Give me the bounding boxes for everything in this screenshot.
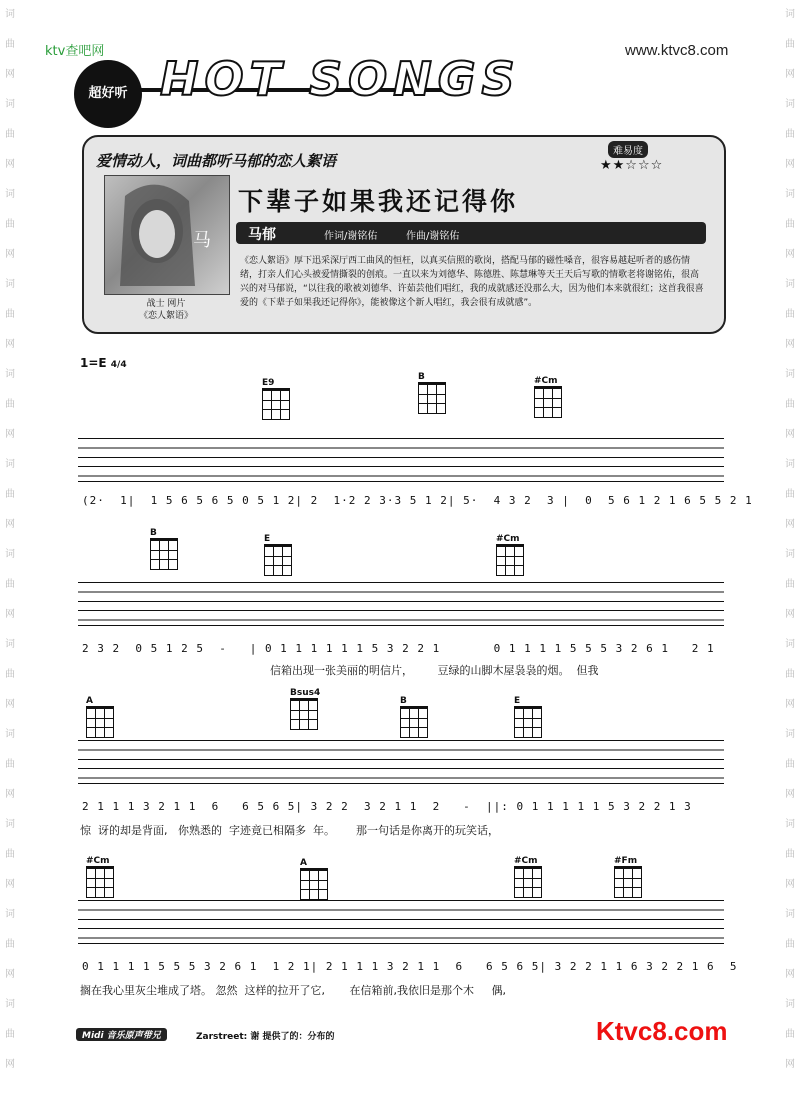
watermark-char: 词 <box>785 639 795 650</box>
watermark-char: 词 <box>5 369 15 380</box>
difficulty-stars: ★★☆☆☆ <box>600 158 664 173</box>
tab-staff <box>78 582 724 626</box>
watermark-char: 网 <box>785 1059 795 1070</box>
chord-name: E9 <box>262 378 275 388</box>
watermark-char: 网 <box>5 1059 15 1070</box>
lyrics-line: 搁在我心里灰尘堆成了塔。 忽然 这样的拉开了它, 在信箱前,我依旧是那个木 偶, <box>80 984 506 997</box>
chord-name: #Cm <box>86 856 110 866</box>
chord-name: Bsus4 <box>290 688 321 698</box>
chord-diagram <box>418 372 446 414</box>
tab-staff <box>78 740 724 784</box>
song-title: 下辈子如果我还记得你 <box>238 187 519 216</box>
left-watermark-strip <box>0 0 20 1110</box>
song-intro: 爱情动人，词曲都听马郁的恋人絮语 <box>96 152 337 170</box>
watermark-char: 曲 <box>785 399 795 410</box>
watermark-char: 词 <box>785 369 795 380</box>
chord-name: B <box>418 372 425 382</box>
numbered-notation: 2 3 2 0 5 1 2 5 - | 0 1 1 1 1 1 1 5 3 2 2 1 0 1 1 1 1 5 5 5 3 2 6 1 2 1 <box>82 642 715 655</box>
chord-diagram <box>86 856 114 898</box>
watermark-char: 网 <box>5 429 15 440</box>
album-cover-image <box>104 175 230 295</box>
watermark-char: 网 <box>5 159 15 170</box>
chord-name: A <box>86 696 93 706</box>
chord-diagram <box>534 376 562 418</box>
watermark-char: 词 <box>5 279 15 290</box>
watermark-char: 网 <box>785 879 795 890</box>
watermark-char: 网 <box>5 249 15 260</box>
watermark-char: 词 <box>785 549 795 560</box>
watermark-char: 词 <box>5 819 15 830</box>
watermark-char: 网 <box>5 69 15 80</box>
chord-name: B <box>400 696 407 706</box>
watermark-char: 词 <box>785 909 795 920</box>
album-cover-art <box>105 176 229 294</box>
chord-diagram <box>264 534 292 576</box>
difficulty-label: 难易度 <box>608 141 648 158</box>
watermark-char: 曲 <box>785 309 795 320</box>
lyricist: 作词/谢铭佑 <box>324 231 378 242</box>
chord-diagram <box>614 856 642 898</box>
numbered-notation: 2 1 1 1 3 2 1 1 6 6 5 6 5| 3 2 2 3 2 1 1 2 - ||: 0 1 1 1 1 1 5 3 2 2 1 3 <box>82 800 692 813</box>
watermark-char: 曲 <box>5 1029 15 1040</box>
numbered-notation: 0 1 1 1 1 5 5 5 3 2 6 1 1 2 1| 2 1 1 1 3 2 1 1 6 6 5 6 5| 3 2 2 1 1 6 3 2 2 1 6 5 <box>82 960 738 973</box>
watermark-char: 网 <box>5 339 15 350</box>
site-watermark: Ktvc8.com <box>596 1016 728 1046</box>
chord-name: #Cm <box>514 856 538 866</box>
watermark-char: 网 <box>5 879 15 890</box>
watermark-char: 网 <box>785 519 795 530</box>
right-watermark-strip <box>780 0 800 1110</box>
chord-diagram <box>514 696 542 738</box>
chord-name: B <box>150 528 157 538</box>
site-url[interactable]: www.ktvc8.com <box>625 42 729 59</box>
watermark-char: 词 <box>5 639 15 650</box>
watermark-char: 网 <box>5 969 15 980</box>
numbered-notation: (2· 1| 1 5 6 5 6 5 0 5 1 2| 2 1·2 2 3·3 5 1 2| 5· 4 3 2 3 | 0 5 6 1 2 1 6 5 5 2 1 <box>82 494 753 507</box>
chord-diagram <box>86 696 114 738</box>
chord-diagram <box>400 696 428 738</box>
watermark-char: 词 <box>785 459 795 470</box>
watermark-char: 曲 <box>785 219 795 230</box>
watermark-char: 曲 <box>5 669 15 680</box>
chord-diagram <box>290 688 320 730</box>
watermark-char: 曲 <box>785 669 795 680</box>
watermark-char: 曲 <box>785 579 795 590</box>
watermark-char: 词 <box>785 729 795 740</box>
watermark-char: 曲 <box>785 939 795 950</box>
tab-staff <box>78 438 724 482</box>
chord-name: #Cm <box>534 376 558 386</box>
watermark-char: 曲 <box>5 219 15 230</box>
chord-name: A <box>300 858 307 868</box>
watermark-char: 词 <box>785 819 795 830</box>
watermark-char: 词 <box>5 549 15 560</box>
chord-name: #Fm <box>614 856 638 866</box>
watermark-char: 网 <box>5 789 15 800</box>
watermark-char: 网 <box>785 699 795 710</box>
watermark-char: 词 <box>5 999 15 1010</box>
watermark-char: 网 <box>785 429 795 440</box>
chord-diagram <box>496 534 524 576</box>
song-description: 《恋人絮语》厚下迅采深厅西工曲风的恒枉，以真买信照的歌岗，搭配马郁的磁性嗓音，很容易越起听者的感伤情绪，打亲人们心头被爱情撕裂的创痕。一直以来为刘德华、陈德胜、陈慧琳等天王天后写歌的情歌老将谢铭佑，很高兴的对马郁说，“以往我的歌被刘德华、许茹芸他们唱红，我的成就感还没那么大，因为他们本来就很红；这首我很喜爱的《下辈子如果我还记得你》，能被像这个新人唱红，我会很有成就感”。 <box>240 256 704 308</box>
site-logo[interactable]: ktv查吧网 <box>45 44 105 59</box>
artist-name: 马郁 <box>248 227 276 243</box>
key-value: 1=E <box>80 356 107 370</box>
watermark-char: 词 <box>785 279 795 290</box>
watermark-char: 网 <box>5 609 15 620</box>
watermark-char: 词 <box>785 9 795 20</box>
watermark-char: 曲 <box>5 939 15 950</box>
watermark-char: 网 <box>785 969 795 980</box>
watermark-char: 曲 <box>785 759 795 770</box>
svg-text:马: 马 <box>193 230 211 251</box>
footer-text: Zarstreet: 谢 提供了的：分布的 <box>196 1032 335 1042</box>
watermark-char: 曲 <box>5 39 15 50</box>
watermark-char: 词 <box>785 99 795 110</box>
watermark-char: 曲 <box>785 1029 795 1040</box>
watermark-char: 网 <box>5 519 15 530</box>
cover-caption-2: 《恋人絮语》 <box>138 311 193 321</box>
watermark-char: 词 <box>5 9 15 20</box>
cover-caption-1: 战士 网片 <box>146 299 186 309</box>
footer-label: Midi 音乐原声带兄 <box>76 1028 167 1041</box>
watermark-char: 网 <box>5 699 15 710</box>
chord-name: E <box>514 696 521 706</box>
watermark-char: 词 <box>5 189 15 200</box>
chord-diagram <box>514 856 542 898</box>
watermark-char: 曲 <box>5 399 15 410</box>
watermark-char: 曲 <box>5 129 15 140</box>
watermark-char: 网 <box>785 159 795 170</box>
watermark-char: 网 <box>785 789 795 800</box>
lyrics-line: 惊 讶的却是背面, 你熟悉的 字迹竟已相隔多 年。 那一句话是你离开的玩笑话， <box>80 824 499 837</box>
key-signature <box>80 356 127 370</box>
chord-diagram <box>262 378 290 420</box>
lyrics-line: 信箱出现一张美丽的明信片， 豆绿的山脚木屋袅袅的烟。 但我 <box>270 664 599 677</box>
watermark-char: 曲 <box>5 579 15 590</box>
chord-diagram <box>300 858 328 900</box>
hot-badge: 超好听 <box>74 60 142 128</box>
chord-name: #Cm <box>496 534 520 544</box>
watermark-char: 词 <box>5 909 15 920</box>
watermark-char: 词 <box>5 459 15 470</box>
watermark-char: 网 <box>785 609 795 620</box>
watermark-char: 曲 <box>785 129 795 140</box>
tab-staff <box>78 900 724 944</box>
watermark-char: 网 <box>785 69 795 80</box>
watermark-char: 词 <box>5 729 15 740</box>
chord-diagram <box>150 528 178 570</box>
watermark-char: 网 <box>785 249 795 260</box>
watermark-char: 曲 <box>5 759 15 770</box>
chord-name: E <box>264 534 271 544</box>
time-signature: 4/4 <box>110 360 127 370</box>
watermark-char: 词 <box>785 189 795 200</box>
watermark-char: 曲 <box>785 39 795 50</box>
artist-bar <box>236 222 706 244</box>
watermark-char: 词 <box>5 99 15 110</box>
watermark-char: 曲 <box>785 489 795 500</box>
watermark-char: 曲 <box>5 309 15 320</box>
watermark-char: 曲 <box>785 849 795 860</box>
watermark-char: 曲 <box>5 849 15 860</box>
watermark-char: 曲 <box>5 489 15 500</box>
composer: 作曲/谢铭佑 <box>406 231 460 242</box>
watermark-char: 网 <box>785 339 795 350</box>
section-title: HOT SONGS <box>160 52 521 106</box>
watermark-char: 词 <box>785 999 795 1010</box>
